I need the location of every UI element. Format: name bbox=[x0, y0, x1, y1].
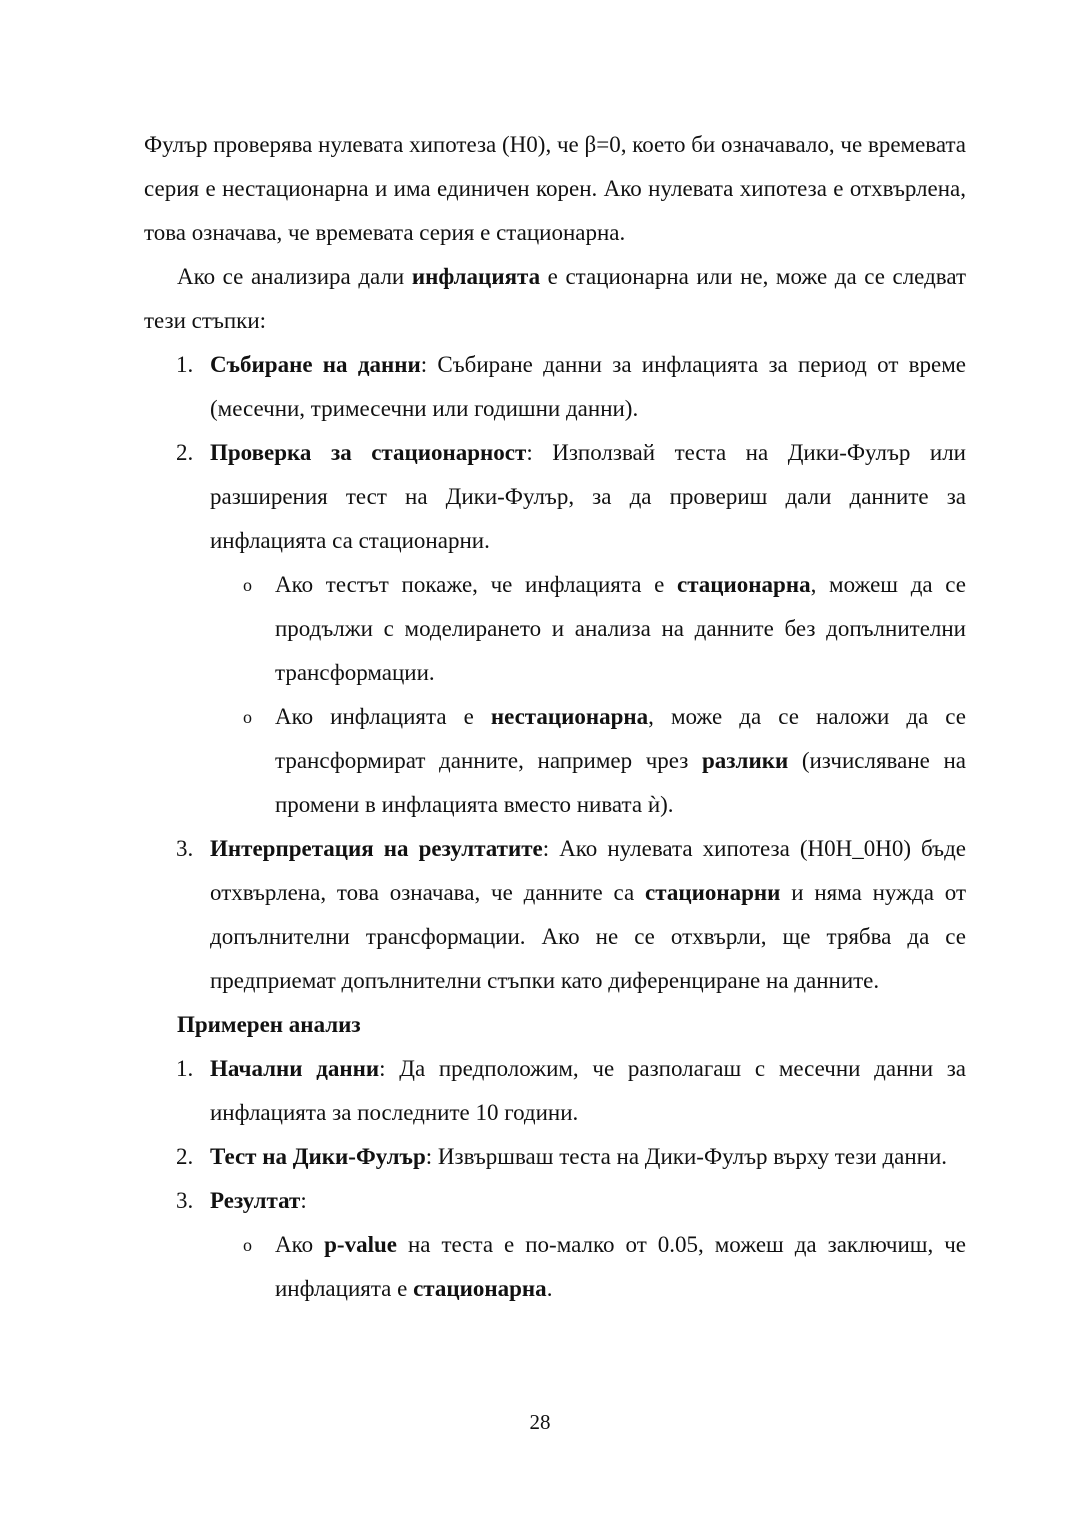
sub-bullet-text bbox=[275, 563, 966, 695]
circle-bullet-icon: o bbox=[243, 707, 252, 727]
bold-term: Резултат bbox=[210, 1188, 301, 1213]
list-number: 3. bbox=[176, 1188, 194, 1213]
sub-bullet-nonstationary bbox=[144, 695, 966, 827]
item-text: Ако тестът покаже, че инфлацията е bbox=[275, 572, 677, 597]
list-item-text bbox=[210, 343, 966, 431]
item-text: : bbox=[300, 1188, 307, 1213]
paragraph-inflation-intro bbox=[144, 255, 966, 343]
bold-term: разлики bbox=[702, 748, 789, 773]
bold-term: Проверка за стационарност bbox=[210, 440, 527, 465]
paragraph-text: Ако се анализира дали bbox=[177, 264, 412, 289]
bold-term: стационарна bbox=[677, 572, 811, 597]
list-number: 3. bbox=[176, 836, 194, 861]
item-text: : Извършваш теста на Дики-Фулър върху тези данни. bbox=[425, 1144, 948, 1169]
list-number: 1. bbox=[176, 1056, 194, 1081]
item-text: Ако инфлацията е bbox=[275, 704, 491, 729]
bold-term: p-value bbox=[324, 1232, 397, 1257]
item-text: . bbox=[546, 1276, 553, 1301]
list-item-example-2 bbox=[144, 1135, 966, 1179]
bold-term: нестационарна bbox=[490, 704, 649, 729]
list-item-text bbox=[210, 827, 966, 1003]
item-text: , можеш да се продължи с моделирането и анализа на данните без допълнителни трансформации. bbox=[275, 572, 966, 685]
list-number: 1. bbox=[176, 352, 194, 377]
list-item-text bbox=[210, 1047, 966, 1135]
item-text: (изчисляване на промени в инфлацията вместо нивата ѝ). bbox=[275, 748, 966, 817]
bold-term: стационарна bbox=[413, 1276, 547, 1301]
list-item-step-2 bbox=[144, 431, 966, 563]
section-heading: Примерен анализ bbox=[177, 1012, 361, 1037]
circle-bullet-icon: o bbox=[243, 1235, 252, 1255]
bold-term: стационарни bbox=[645, 880, 781, 905]
list-item-text bbox=[210, 1135, 966, 1179]
bold-term: Начални данни bbox=[210, 1056, 380, 1081]
circle-bullet-icon: o bbox=[243, 575, 252, 595]
item-text: : Използвай теста на Дики-Фулър или разширения тест на Дики-Фулър, за да провериш дали данните за инфлацията са стационарни. bbox=[210, 440, 966, 553]
bold-term: инфлацията bbox=[411, 264, 541, 289]
paragraph-dickey-fuller: Фулър проверява нулевата хипотеза (H0), че β=0, което би означавало, че времевата серия е нестационарна и има единичен корен. Ако нулевата хипотеза е отхвърлена, това означава, че времевата серия е стационарна. bbox=[144, 132, 966, 245]
list-item-example-1 bbox=[144, 1047, 966, 1135]
list-item-step-3 bbox=[144, 827, 966, 1003]
page-number: 28 bbox=[529, 1410, 551, 1434]
page-body bbox=[144, 123, 966, 1311]
list-number: 2. bbox=[176, 1144, 194, 1169]
sub-bullet-text bbox=[275, 1223, 966, 1311]
item-text: и няма нужда от допълнителни трансформации. Ако не се отхвърли, ще трябва да се предприемат допълнителни стъпки като диференциране на данните. bbox=[210, 880, 966, 993]
sub-bullet-p-value bbox=[144, 1223, 966, 1311]
list-number: 2. bbox=[176, 440, 194, 465]
item-text: : Събиране данни за инфлацията за период от време (месечни, тримесечни или годишни данни). bbox=[210, 352, 966, 421]
list-item-text bbox=[210, 1179, 966, 1223]
item-text: : Да предположим, че разполагаш с месечни данни за инфлацията за последните 10 години. bbox=[210, 1056, 966, 1125]
bold-term: Интерпретация на резултатите bbox=[210, 836, 543, 861]
sub-bullet-text bbox=[275, 695, 966, 827]
bold-term: Събиране на данни bbox=[210, 352, 421, 377]
paragraph-text: е стационарна или не, може да се следват тези стъпки: bbox=[144, 264, 967, 333]
sub-bullet-stationary bbox=[144, 563, 966, 695]
item-text: на теста е по-малко от 0.05, можеш да заключиш, че инфлацията е bbox=[275, 1232, 966, 1301]
bold-term: Тест на Дики-Фулър bbox=[210, 1144, 426, 1169]
list-item-step-1 bbox=[144, 343, 966, 431]
item-text: , може да се наложи да се трансформират данните, например чрез bbox=[275, 704, 966, 773]
list-item-example-3 bbox=[144, 1179, 966, 1223]
item-text: : Ако нулевата хипотеза (H0H_0H0) бъде отхвърлена, това означава, че данните са bbox=[210, 836, 966, 905]
list-item-text bbox=[210, 431, 966, 563]
item-text: Ако bbox=[275, 1232, 325, 1257]
